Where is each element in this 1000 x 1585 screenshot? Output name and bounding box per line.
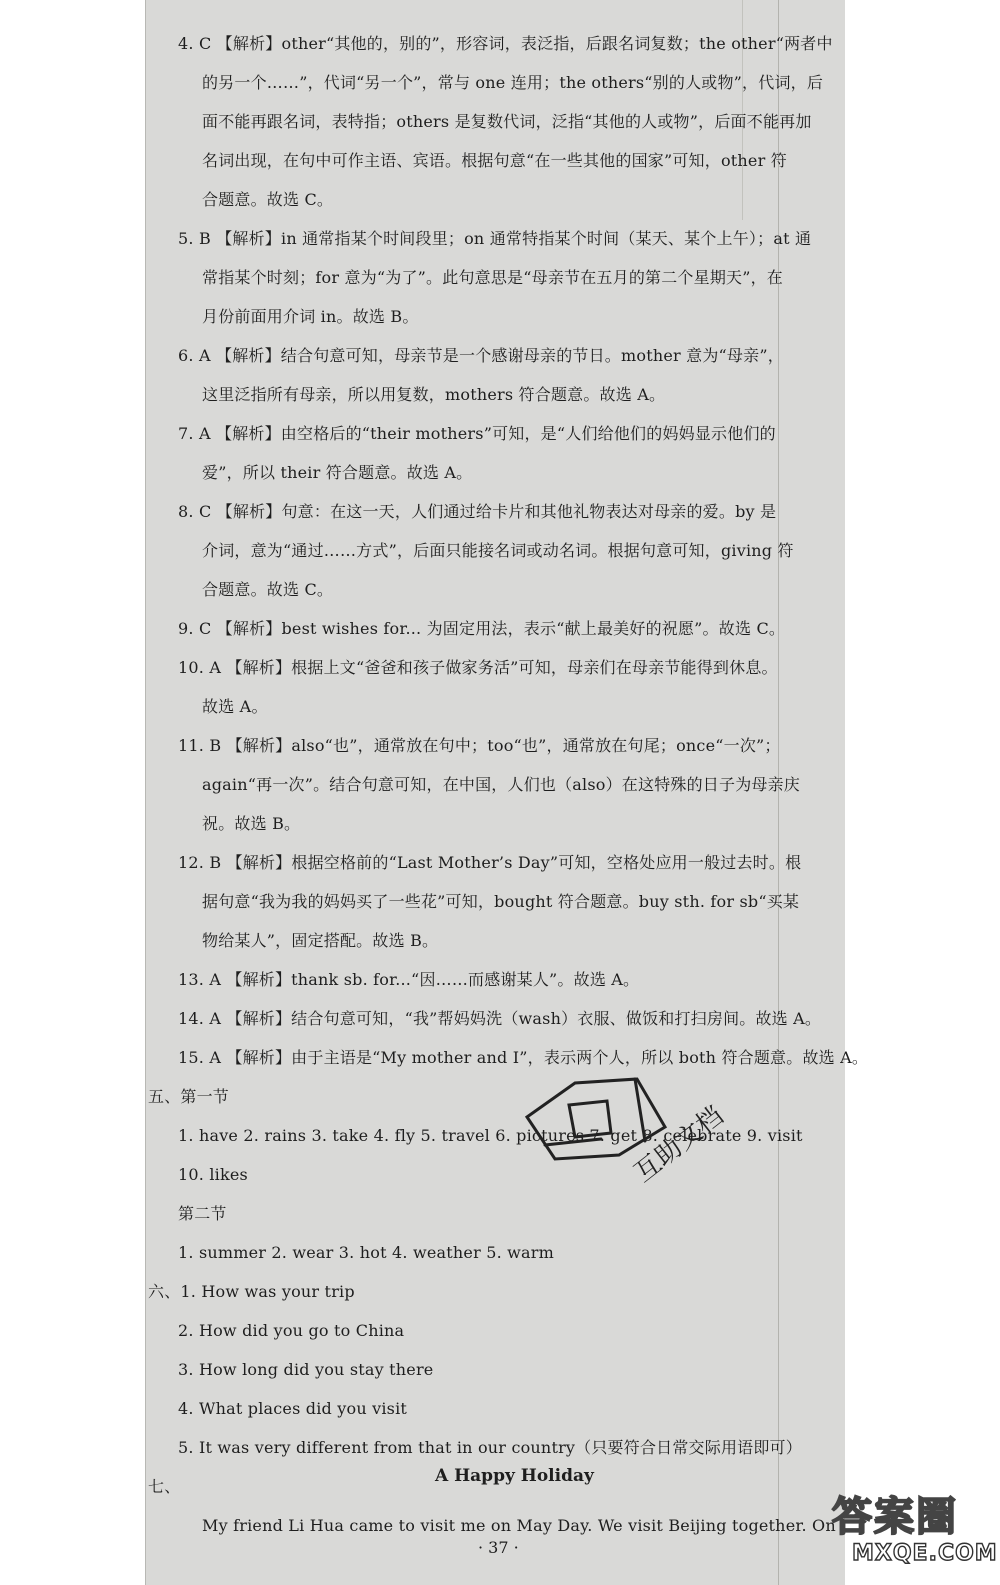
text-line: 4. C 【解析】other“其他的，别的”，形容词，表泛指，后跟名词复数；the other“两者中 <box>178 34 833 53</box>
text-line: 的另一个……”，代词“另一个”，常与 one 连用；the others“别的人或物”，代词，后 <box>202 73 824 92</box>
text-line: 介词，意为“通过……方式”，后面只能接名词或动名词。根据句意可知，giving 符 <box>202 541 794 560</box>
text-line: 合题意。故选 C。 <box>202 190 334 209</box>
text-line: 11. B 【解析】also“也”，通常放在句中；too“也”，通常放在句尾；once“一次”； <box>178 736 781 755</box>
text-line: 祝。故选 B。 <box>202 814 301 833</box>
watermark-url: MXQE.COM <box>852 1541 998 1566</box>
text-line: 15. A 【解析】由于主语是“My mother and I”，表示两个人，所以 both 符合题意。故选 A。 <box>178 1048 869 1067</box>
site-watermark <box>832 1485 1000 1585</box>
text-line: 合题意。故选 C。 <box>202 580 334 599</box>
text-line: 故选 A。 <box>202 697 268 716</box>
essay-title: A Happy Holiday <box>435 1466 594 1486</box>
text-line: 名词出现，在句中可作主语、宾语。根据句意“在一些其他的国家”可知，other 符 <box>202 151 787 170</box>
text-line: 1. have 2. rains 3. take 4. fly 5. travel 6. pictures 7. get 8. celebrate 9. visit <box>178 1126 803 1145</box>
text-line: 12. B 【解析】根据空格前的“Last Mother’s Day”可知，空格处应用一般过去时。根 <box>178 853 802 872</box>
text-line: 5. B 【解析】in 通常指某个时间段里；on 通常特指某个时间（某天、某个上午）；at 通 <box>178 229 812 248</box>
text-line: 14. A 【解析】结合句意可知，“我”帮妈妈洗（wash）衣服、做饭和打扫房间。故选 A。 <box>178 1009 822 1028</box>
text-line: 10. A 【解析】根据上文“爸爸和孩子做家务活”可知，母亲们在母亲节能得到休息。 <box>178 658 778 677</box>
watermark-logo-text: 答案圈 <box>832 1494 958 1540</box>
text-line: My friend Li Hua came to visit me on May Day. We visit Beijing together. On <box>202 1516 836 1535</box>
text-line: 据句意“我为我的妈妈买了一些花”可知，bought 符合题意。buy sth. for sb“买某 <box>202 892 800 911</box>
text-line: again“再一次”。结合句意可知，在中国，人们也（also）在这特殊的日子为母亲庆 <box>202 775 801 794</box>
fold-line-upper <box>742 0 743 220</box>
text-line: 10. likes <box>178 1165 248 1184</box>
text-line: 常指某个时刻；for 意为“为了”。此句意思是“母亲节在五月的第二个星期天”，在 <box>202 268 784 287</box>
text-line: 五、第一节 <box>148 1087 230 1106</box>
text-line: 7. A 【解析】由空格后的“their mothers”可知，是“人们给他们的妈妈显示他们的 <box>178 424 776 443</box>
text-line: 月份前面用介词 in。故选 B。 <box>202 307 419 326</box>
text-line: 9. C 【解析】best wishes for... 为固定用法，表示“献上最美好的祝愿”。故选 C。 <box>178 619 786 638</box>
text-line: 六、1. How was your trip <box>148 1282 355 1301</box>
text-line: 爱”，所以 their 符合题意。故选 A。 <box>202 463 473 482</box>
text-line: 面不能再跟名词，表特指；others 是复数代词，泛指“其他的人或物”，后面不能再加 <box>202 112 812 131</box>
text-line: 第二节 <box>178 1204 227 1223</box>
text-line: 这里泛指所有母亲，所以用复数，mothers 符合题意。故选 A。 <box>202 385 666 404</box>
text-line: 3. How long did you stay there <box>178 1360 434 1379</box>
stamp-text: 互助文档 <box>628 1100 730 1189</box>
text-line: 物给某人”，固定搭配。故选 B。 <box>202 931 439 950</box>
text-line: 6. A 【解析】结合句意可知，母亲节是一个感谢母亲的节日。mother 意为“母亲”， <box>178 346 784 365</box>
text-line: 8. C 【解析】句意：在这一天，人们通过给卡片和其他礼物表达对母亲的爱。by 是 <box>178 502 777 521</box>
page-edge-line <box>145 0 146 1585</box>
text-line: 13. A 【解析】thank sb. for...“因……而感谢某人”。故选 A。 <box>178 970 640 989</box>
text-line: 5. It was very different from that in our country（只要符合日常交际用语即可） <box>178 1438 802 1457</box>
text-line: 1. summer 2. wear 3. hot 4. weather 5. warm <box>178 1243 555 1262</box>
text-line: 七、 <box>148 1477 181 1496</box>
stamp-mark <box>515 1075 755 1215</box>
text-line: 4. What places did you visit <box>178 1399 408 1418</box>
page-number: · 37 · <box>478 1538 519 1557</box>
text-line: 2. How did you go to China <box>178 1321 405 1340</box>
